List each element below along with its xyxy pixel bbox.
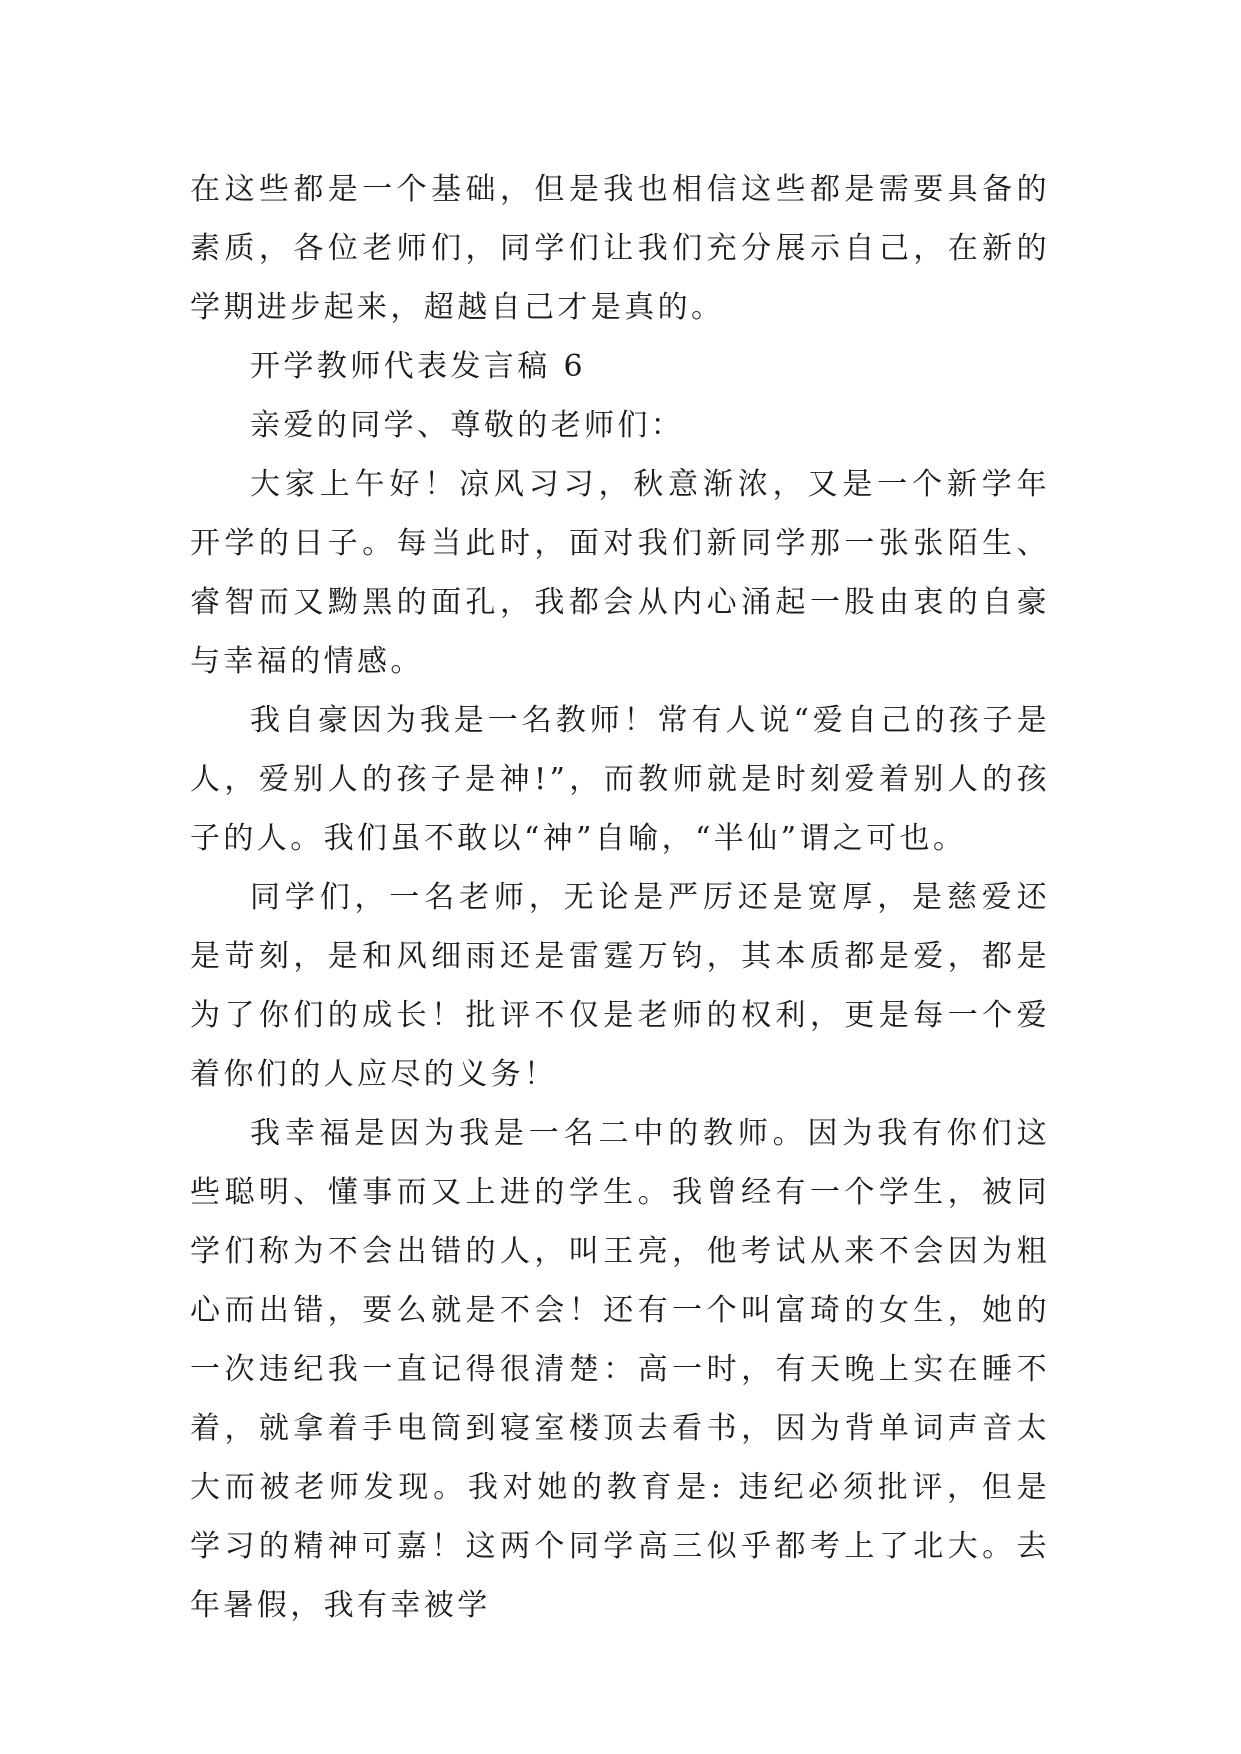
paragraph-pride: 我自豪因为我是一名教师！常有人说“爱自己的孩子是人，爱别人的孩子是神!”，而教师就是时刻爱着别人的孩子的人。我们虽不敢以“神”自喻，“半仙”谓之可也。 (190, 703, 1050, 856)
paragraph-1: 在这些都是一个基础，但是我也相信这些都是需要具备的素质，各位老师们，同学们让我们充分展示自己，在新的学期进步起来，超越自己才是真的。 (190, 172, 1050, 325)
section-heading: 开学教师代表发言稿 6 (250, 349, 587, 384)
document-body (190, 160, 1050, 1635)
paragraph-greeting: 大家上午好！凉风习习，秋意渐浓，又是一个新学年开学的日子。每当此时，面对我们新同学那一张张陌生、睿智而又黝黑的面孔，我都会从内心涌起一股由衷的自豪与幸福的情感。 (190, 467, 1050, 679)
paragraph-happiness: 我幸福是因为我是一名二中的教师。因为我有你们这些聪明、懂事而又上进的学生。我曾经有一个学生，被同学们称为不会出错的人，叫王亮，他考试从来不会因为粗心而出错，要么就是不会！还有一个叫富琦的女生，她的一次违纪我一直记得很清楚：高一时，有天晚上实在睡不着，就拿着手电筒到寝室楼顶去看书，因为背单词声音太大而被老师发现。我对她的教育是: 违纪必须批评，但是学习的精神可嘉！这两个同学高三似乎都考上了北大。去年暑假，我有幸被学 (190, 1116, 1050, 1623)
salutation: 亲爱的同学、尊敬的老师们： (250, 408, 685, 443)
paragraph-love: 同学们，一名老师，无论是严厉还是宽厚，是慈爱还是苛刻，是和风细雨还是雷霆万钧，其本质都是爱，都是为了你们的成长！批评不仅是老师的权利，更是每一个爱着你们的人应尽的义务！ (190, 880, 1050, 1092)
